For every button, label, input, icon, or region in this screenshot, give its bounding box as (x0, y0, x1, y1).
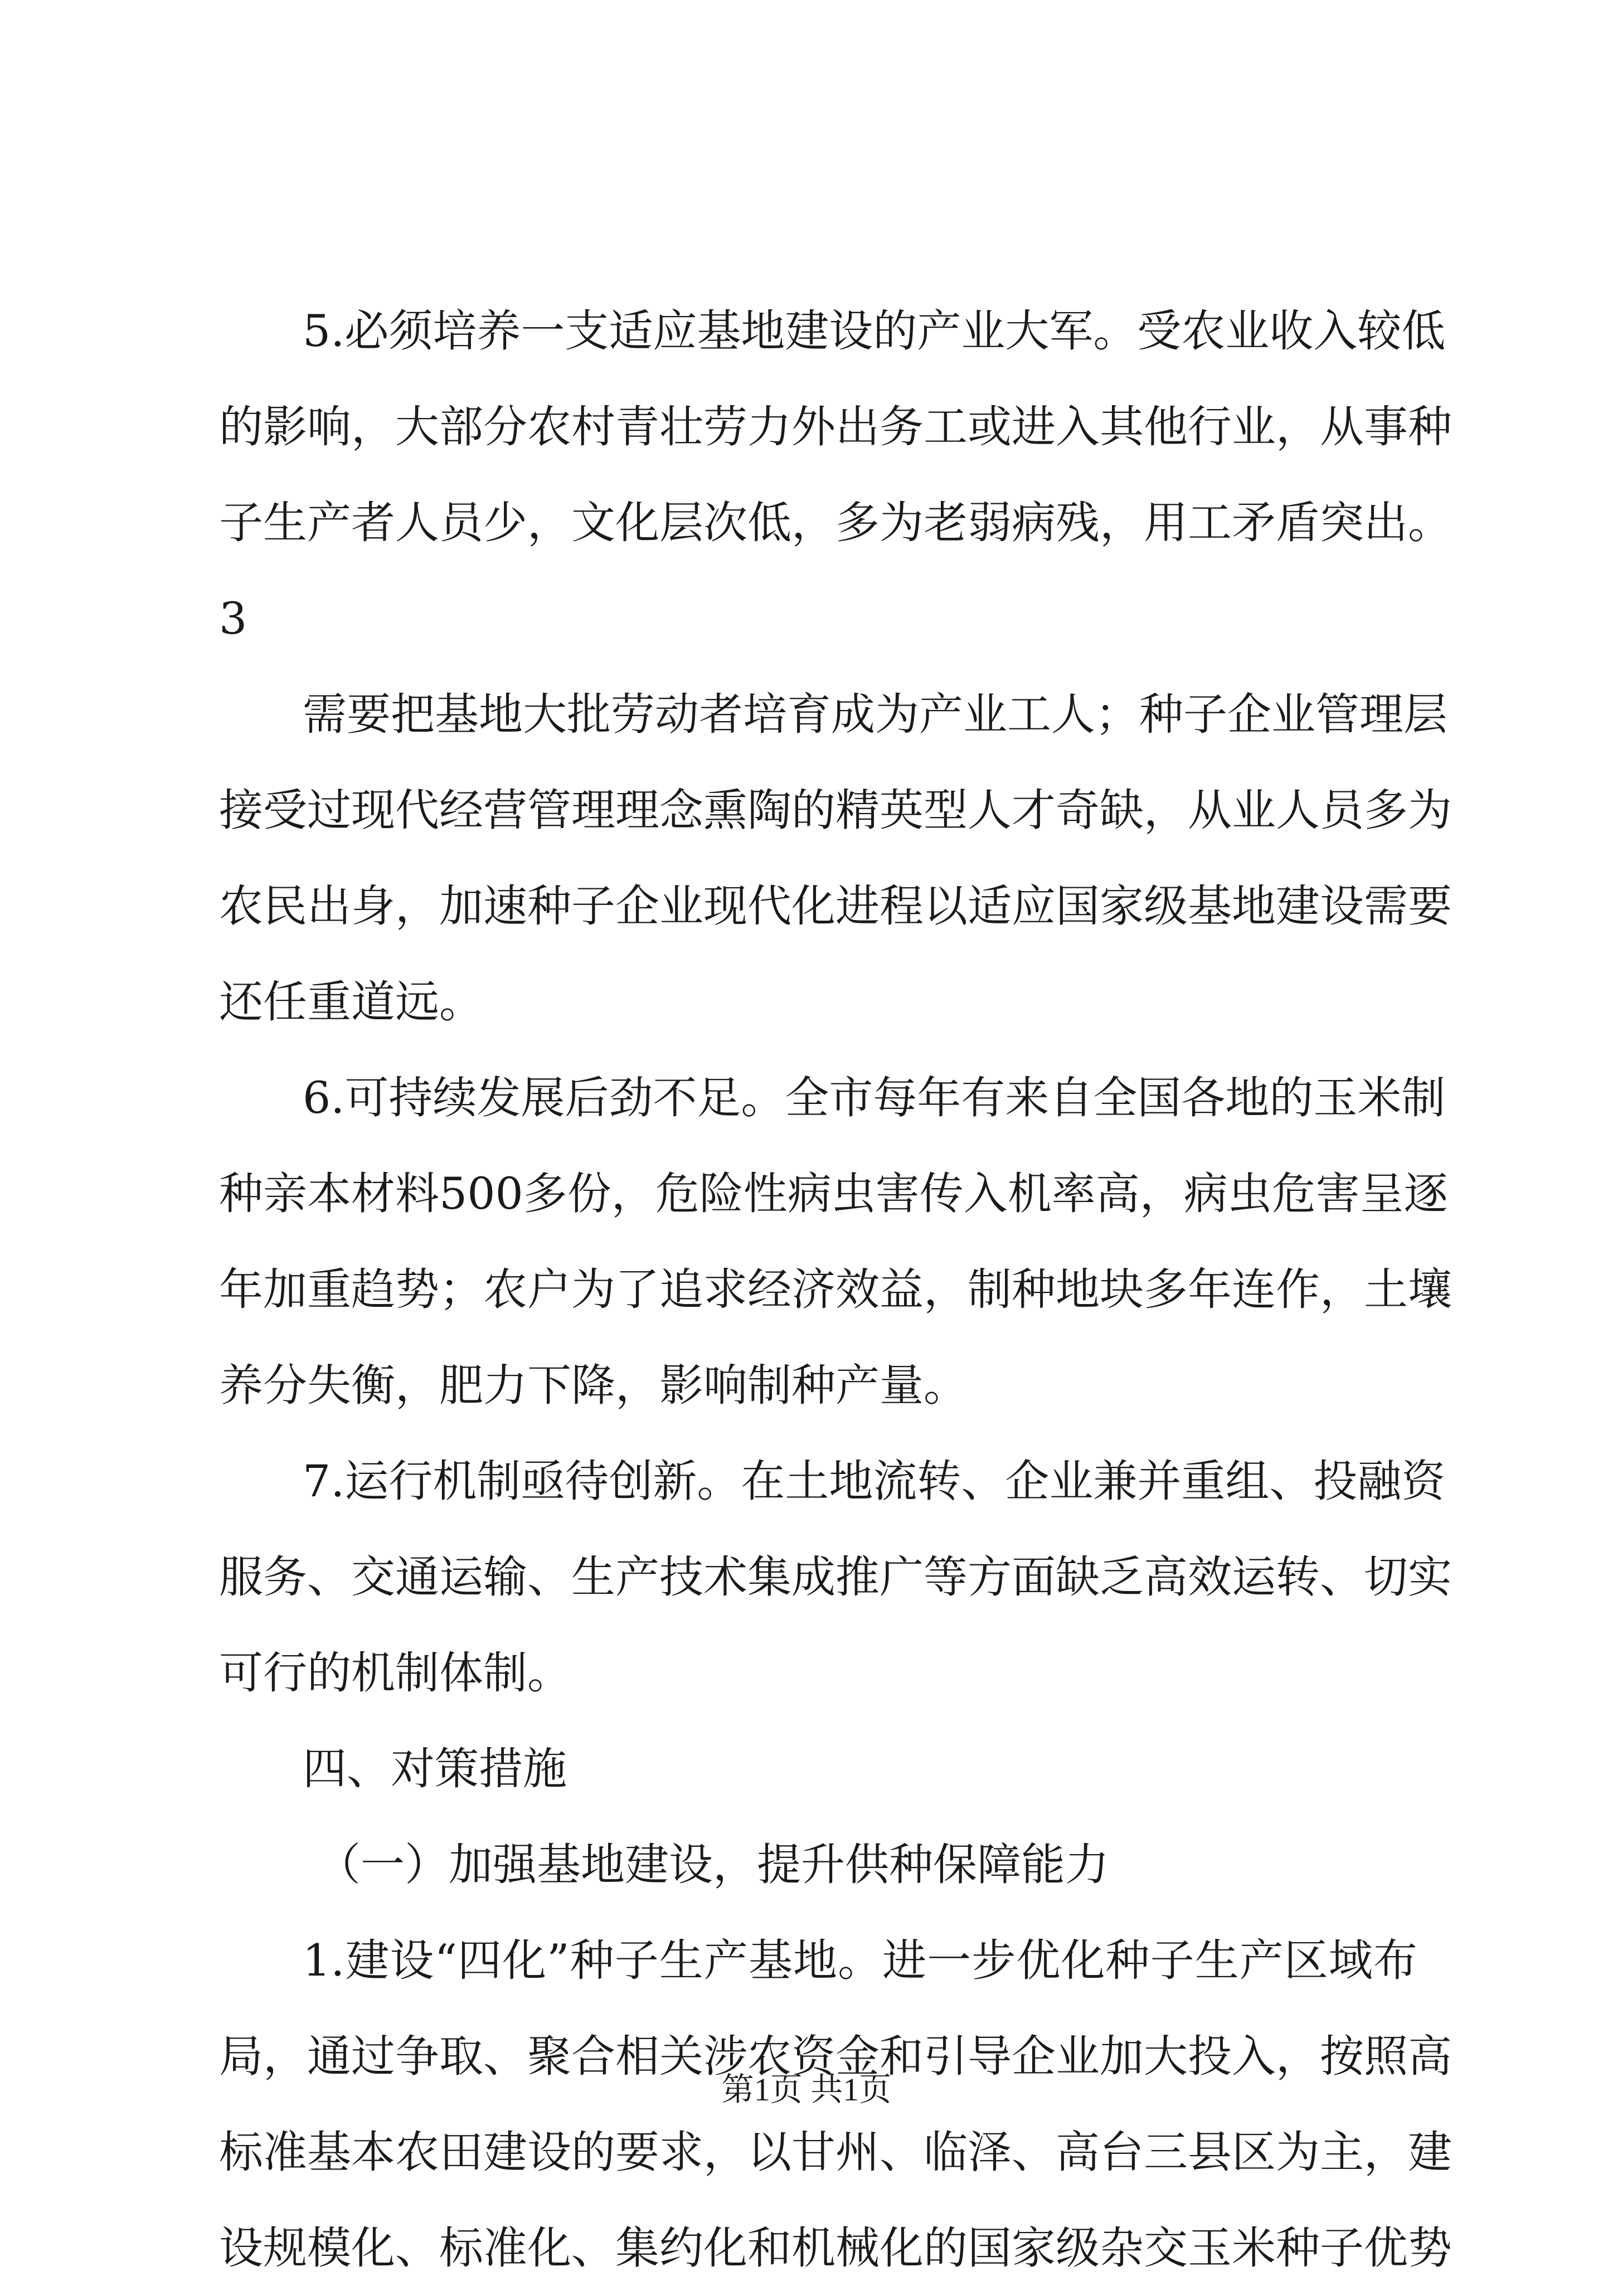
paragraph-line: 还任重道远。 (219, 976, 483, 1028)
paragraph-line: 接受过现代经营管理理念熏陶的精英型人才奇缺，从业人员多为 (219, 785, 1452, 836)
paragraph-line: 3 (219, 593, 247, 644)
paragraph-line: 6.可持续发展后劲不足。全市每年有来自全国各地的玉米制 (303, 1072, 1446, 1123)
paragraph-line: 的影响，大部分农村青壮劳力外出务工或进入其他行业，从事种 (219, 401, 1452, 453)
paragraph-line: 需要把基地大批劳动者培育成为产业工人；种子企业管理层 (303, 689, 1447, 740)
paragraph-line: 5.必须培养一支适应基地建设的产业大军。受农业收入较低 (303, 305, 1446, 357)
paragraph-line: 7.运行机制亟待创新。在土地流转、企业兼并重组、投融资 (303, 1456, 1446, 1507)
paragraph-line: 服务、交通运输、生产技术集成推广等方面缺乏高效运转、切实 (219, 1551, 1452, 1603)
document-body (219, 283, 1452, 2296)
paragraph-line: 养分失衡，肥力下降，影响制种产量。 (219, 1360, 968, 1411)
paragraph-line: 种亲本材料500多份，危险性病虫害传入机率高，病虫危害呈逐 (219, 1168, 1448, 1219)
section-subheading: （一）加强基地建设，提升供种保障能力 (317, 1839, 1109, 1890)
page-footer: 第1页 共1页 (721, 2071, 892, 2108)
paragraph-line: 局，通过争取、聚合相关涉农资金和引导企业加大投入，按照高 (219, 2031, 1452, 2082)
paragraph-line: 标准基本农田建设的要求，以甘州、临泽、高台三县区为主，建 (219, 2127, 1452, 2178)
paragraph-line: 子生产者人员少，文化层次低，多为老弱病残，用工矛盾突出。 (219, 497, 1452, 548)
section-heading: 四、对策措施 (303, 1743, 567, 1794)
paragraph-line: 设规模化、标准化、集约化和机械化的国家级杂交玉米种子优势 (219, 2222, 1452, 2274)
paragraph-line: 年加重趋势；农户为了追求经济效益，制种地块多年连作，土壤 (219, 1264, 1452, 1315)
paragraph-line: 1.建设“四化”种子生产基地。进一步优化种子生产区域布 (303, 1935, 1417, 1986)
paragraph-line: 可行的机制体制。 (219, 1647, 571, 1699)
paragraph-line: 农民出身，加速种子企业现代化进程以适应国家级基地建设需要 (219, 881, 1452, 932)
